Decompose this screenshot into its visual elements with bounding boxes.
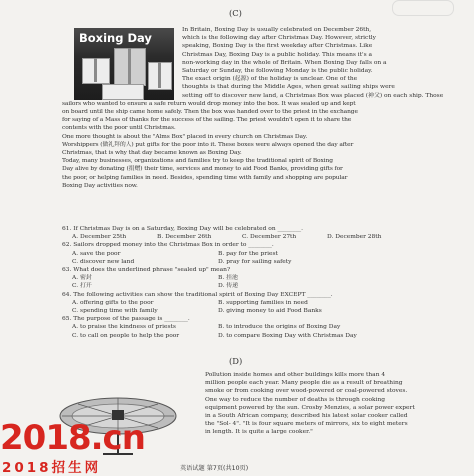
answer-option[interactable]: A. December 25th xyxy=(72,234,127,241)
section-d-label: (D) xyxy=(229,356,243,366)
boxing-day-photo xyxy=(74,28,174,100)
passage-c-line: Today, many businesses, organizations and families try to keep the traditional spirit of Boxing xyxy=(62,158,333,165)
faint-stamp xyxy=(392,0,454,16)
answer-option[interactable]: B. to introduce the origins of Boxing Day xyxy=(218,324,341,331)
answer-option[interactable]: A. save the poor xyxy=(72,250,121,257)
passage-d-line: the "Sol- 4". "It is four square meters of mirrors, six to eight meters xyxy=(205,421,408,428)
answer-option[interactable]: B. supporting families in need xyxy=(218,299,308,306)
passage-c-line: on board until the ship came home safely. Then the box was handed over to the priest in the exchange xyxy=(62,109,358,115)
watermark-logo: 2018.cn xyxy=(0,418,145,458)
page-footer: 英语试题 第7页(共10页) xyxy=(180,465,249,472)
question-stem: 64. The following activities can show the traditional spirit of Boxing Day EXCEPT ________. xyxy=(62,291,333,298)
gift-ribbon xyxy=(158,62,161,88)
section-c-label: (C) xyxy=(229,8,242,18)
passage-c-line: non-working day in the whole of Britain. When Boxing Day falls on a xyxy=(182,59,387,66)
passage-d-line: Pollution inside homes and other buildings kills more than 4 xyxy=(205,372,386,378)
answer-option[interactable]: D. 传递 xyxy=(218,283,239,290)
passage-d-line: equipment powered by the sun. Crosby Menzies, a solar power expert xyxy=(205,404,415,411)
answer-option[interactable]: A. offering gifts to the poor xyxy=(72,299,154,306)
gift-ribbon xyxy=(94,58,97,82)
gift-box xyxy=(102,84,144,100)
answer-option[interactable]: C. spending time with family xyxy=(72,308,158,314)
answer-option[interactable]: C. December 27th xyxy=(242,234,297,241)
answer-option[interactable]: C. 打开 xyxy=(72,283,92,290)
passage-c-line: thoughts is that during the Middle Ages, when great sailing ships were xyxy=(182,84,395,91)
answer-option[interactable]: C. to call on people to help the poor xyxy=(72,332,180,339)
question-stem: 61. If Christmas Day is on a Saturday, Boxing Day will be celebrated on ________. xyxy=(62,226,303,232)
passage-c-line: Christmas, that is why that day became known as Boxing Day. xyxy=(62,150,242,156)
question-stem: 62. Sailors dropped money into the Christmas Box in order to ________. xyxy=(62,242,274,249)
answer-option[interactable]: A. 密封 xyxy=(72,275,92,282)
passage-c-line: speaking, Boxing Day is the first weekday after Christmas. Like xyxy=(182,43,373,50)
passage-d-line: in a South African company, described his latest solar cooker called xyxy=(205,413,408,419)
answer-option[interactable]: B. 挂池 xyxy=(218,275,238,282)
passage-c-line: Boxing Day activities now. xyxy=(62,182,138,189)
passage-c-line: The exact origin (起源) of the holiday is unclear. One of the xyxy=(182,76,358,83)
answer-option[interactable]: A. to praise the kindness of priests xyxy=(72,324,176,331)
passage-c-line: One more thought is about the "Alms Box" placed in every church on Christmas Day. xyxy=(62,133,308,140)
passage-c-line: Day alive by donating (捐赠) their time, services and money to aid Food Banks, providing gifts for xyxy=(62,166,343,173)
answer-option[interactable]: B. pay for the priest xyxy=(218,250,278,257)
passage-c-line: Christmas Day, Boxing Day is a public holiday. This means it's a xyxy=(182,51,373,58)
passage-c-line: the poor, or helping families in need. Besides, spending time with family and shopping are popular xyxy=(62,174,348,181)
passage-d-line: million people each year. Many people die as a result of breathing xyxy=(205,380,403,387)
answer-option[interactable]: D. to compare Boxing Day with Christmas Day xyxy=(218,332,357,339)
question-stem: 65. The purpose of the passage is ________. xyxy=(62,316,190,323)
gift-ribbon xyxy=(128,48,131,84)
answer-option[interactable]: C. discover new land xyxy=(72,258,135,265)
watermark-subtitle: 2018招生网 xyxy=(2,460,102,476)
answer-option[interactable]: D. pray for sailing safety xyxy=(218,258,292,265)
passage-d-line: smoke or from cooking over wood-powered or coal-powered stoves. xyxy=(205,388,408,395)
passage-c-line: contents with the poor until Christmas. xyxy=(62,125,176,132)
passage-d-line: in length. It is quite a large cooker." xyxy=(205,429,313,436)
passage-c-line: Saturday or Sunday, the following Monday is the public holiday. xyxy=(182,68,373,74)
passage-c-line: for saying of a Mass of thanks for the success of the sailing. The priest wouldn't open it to share the xyxy=(62,117,352,124)
passage-d-line: One way to reduce the number of deaths is through cooking xyxy=(205,396,386,403)
answer-option[interactable]: D. giving money to aid Food Banks xyxy=(218,308,322,314)
passage-c-line: setting off to discover new land, a Christmas Box was placed (神父) on each ship. Those xyxy=(182,92,444,99)
passage-c-line: Worshippers (做礼拜的人) put gifts for the poor into it. These boxes were always opened the day after xyxy=(62,141,354,148)
photo-title: Boxing Day xyxy=(79,31,152,45)
answer-option[interactable]: D. December 28th xyxy=(327,234,382,241)
answer-option[interactable]: B. December 26th xyxy=(157,234,212,241)
passage-c-line: which is the following day after Christmas Day. However, strictly xyxy=(182,35,376,42)
passage-c-line: In Britain, Boxing Day is usually celebrated on December 26th, xyxy=(182,27,372,33)
question-stem: 63. What does the underlined phrase "sealed up" mean? xyxy=(62,267,231,273)
passage-c-line: sailors who wanted to ensure a safe return would drop money into the box. It was sealed up and kept xyxy=(62,100,356,107)
